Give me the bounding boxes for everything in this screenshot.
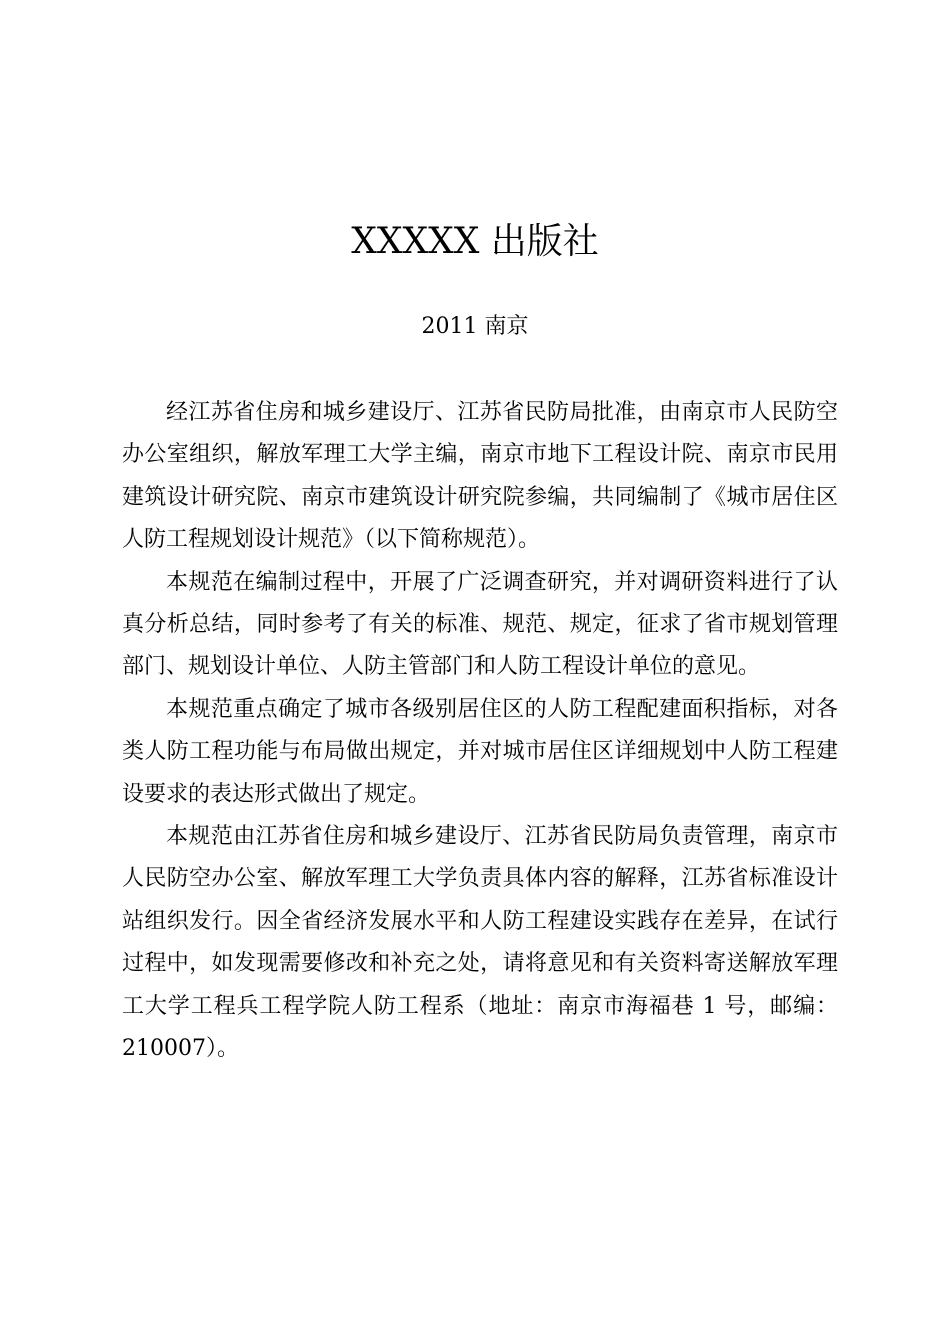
- preface-paragraph: 经江苏省住房和城乡建设厅、江苏省民防局批准，由南京市人民防空办公室组织，解放军理工大学主编，南京市地下工程设计院、南京市民用建筑设计研究院、南京市建筑设计研究院参编，共同编制了《城市居住区人防工程规划设计规范》（以下简称规范）。: [122, 400, 838, 553]
- preface-body: [122, 392, 838, 1071]
- preface-paragraph: 本规范在编制过程中，开展了广泛调查研究，并对调研资料进行了认真分析总结，同时参考了有关的标准、规范、规定，征求了省市规划管理部门、规划设计单位、人防主管部门和人防工程设计单位的意见。: [122, 569, 838, 680]
- preface-paragraph: 本规范重点确定了城市各级别居住区的人防工程配建面积指标，对各类人防工程功能与布局做出规定，并对城市居住区详细规划中人防工程建设要求的表达形式做出了规定。: [122, 696, 838, 807]
- publication-place-year: 2011 南京: [421, 314, 529, 339]
- publisher-name: XXXXX 出版社: [351, 221, 599, 262]
- preface-paragraph: 本规范由江苏省住房和城乡建设厅、江苏省民防局负责管理，南京市人民防空办公室、解放军理工大学负责具体内容的解释，江苏省标准设计站组织发行。因全省经济发展水平和人防工程建设实践存在差异，在试行过程中，如发现需要修改和补充之处，请将意见和有关资料寄送解放军理工大学工程兵工程学院人防工程系（地址：南京市海福巷 1 号，邮编：210007）。: [122, 824, 838, 1062]
